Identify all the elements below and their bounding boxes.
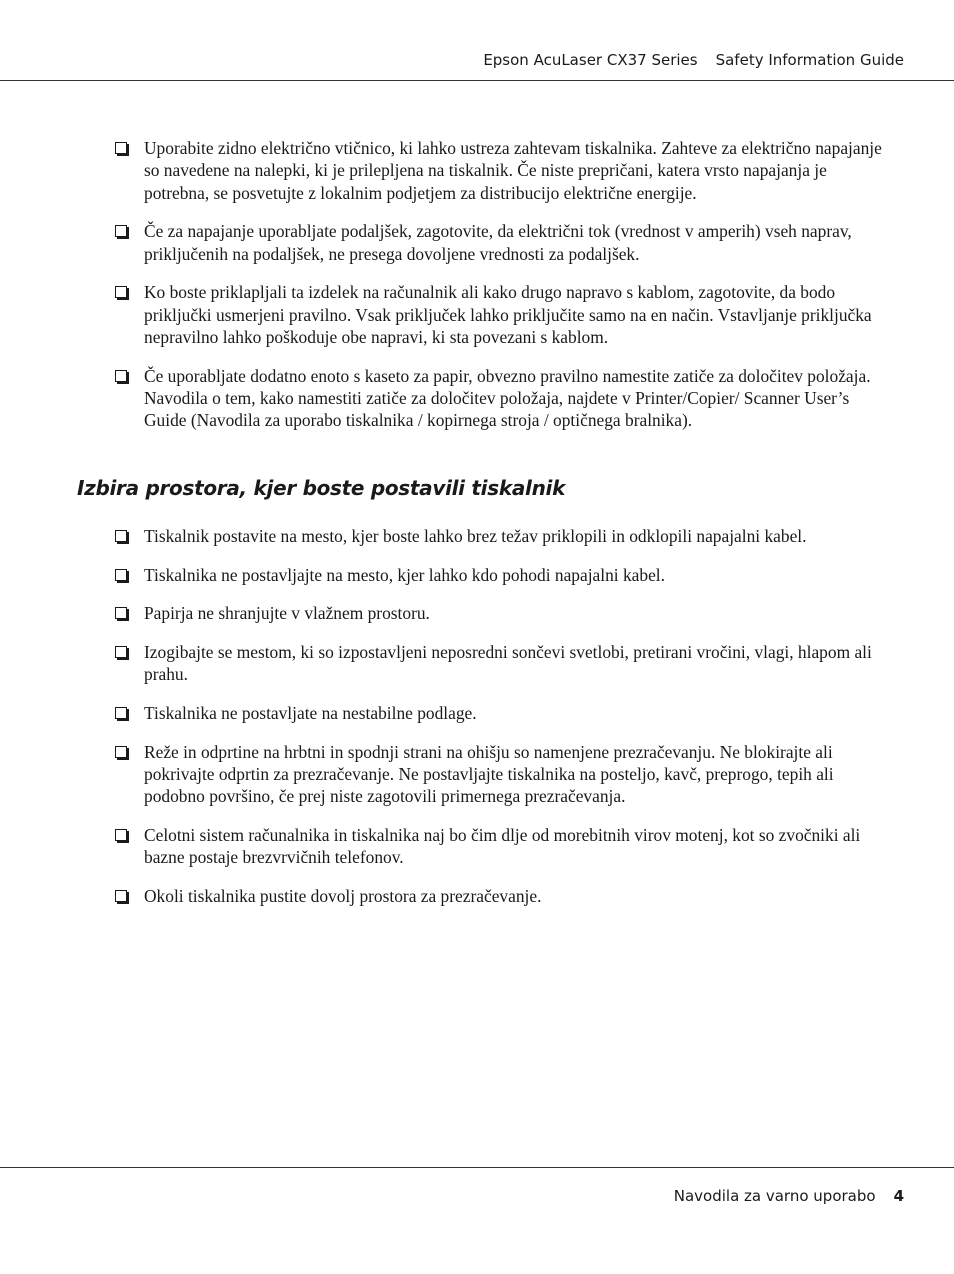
list-item (115, 702, 885, 724)
list-item-text: Papirja ne shranjujte v vlažnem prostoru. (144, 603, 430, 624)
header-guide-title: Safety Information Guide (715, 51, 904, 69)
list-item (115, 602, 885, 624)
page-number: 4 (893, 1187, 904, 1205)
footer-section-title: Navodila za varno uporabo (673, 1187, 876, 1205)
checkbox-bullet-icon (115, 646, 127, 658)
list-item-text: Ko boste priklapljali ta izdelek na računalnik ali kako drugo napravo s kablom, zagotovite, da bodo priključki usmerjeni pravilno. Vsak priključek lahko priključite samo na en način. Vstavljanje priključka nepravilno lahko poškoduje obe napravi, ki sta povezani s kablom. (144, 282, 872, 347)
checkbox-bullet-icon (115, 286, 127, 298)
checkbox-bullet-icon (115, 569, 127, 581)
list-item-text: Uporabite zidno električno vtičnico, ki lahko ustreza zahtevam tiskalnika. Zahteve za električno napajanje so navedene na nalepki, ki je prilepljena na tiskalnik. Če niste prepričani, katera vrsto napajanja je potrebna, se posvetujte z lokalnim podjetjem za distribucijo električne energije. (144, 138, 882, 203)
checkbox-bullet-icon (115, 829, 127, 841)
list-item (115, 525, 885, 547)
list-item-text: Če za napajanje uporabljate podaljšek, zagotovite, da električni tok (vrednost v amperih) vseh naprav, priključenih na podaljšek, ne presega dovoljene vrednosti za podaljšek. (144, 221, 852, 264)
list-item-text: Tiskalnika ne postavljajte na mesto, kjer lahko kdo pohodi napajalni kabel. (144, 564, 665, 585)
list-item (115, 137, 885, 204)
list-item-text: Tiskalnik postavite na mesto, kjer boste lahko brez težav priklopili in odklopili napajalni kabel. (144, 526, 807, 546)
list-item (115, 885, 885, 907)
list-item-text: Izogibajte se mestom, ki so izpostavljeni neposredni sončevi svetlobi, pretirani vročini, vlagi, hlapom ali prahu. (144, 642, 872, 685)
header-divider (0, 80, 954, 81)
list-item-text: Okoli tiskalnika pustite dovolj prostora za prezračevanje. (144, 886, 542, 906)
section-heading: Izbira prostora, kjer boste postavili tiskalnik (77, 476, 566, 500)
list-item (115, 220, 885, 265)
list-item (115, 564, 885, 586)
list-item-text: Celotni sistem računalnika in tiskalnika naj bo čim dlje od morebitnih virov motenj, kot so zvočniki ali bazne postaje brezvrvičnih telefonov. (144, 825, 861, 868)
page-footer (674, 1187, 904, 1205)
checkbox-bullet-icon (115, 707, 127, 719)
list-item-text: Reže in odprtine na hrbtni in spodnji strani na ohišju so namenjene prezračevanju. Ne blokirajte ali pokrivajte odprtin za prezračevanje. Ne postavljajte tiskalnika na posteljo, kavč, preprogo, tepih ali podobno površino, če prej niste zagotovili primernega prezračevanja. (144, 741, 834, 807)
list-item (115, 281, 885, 348)
list-item (115, 824, 885, 869)
safety-list-power (115, 137, 885, 448)
list-item (115, 365, 885, 432)
checkbox-bullet-icon (115, 142, 127, 154)
checkbox-bullet-icon (115, 890, 127, 902)
checkbox-bullet-icon (115, 607, 127, 619)
footer-divider (0, 1167, 954, 1168)
page-header (483, 51, 904, 69)
list-item (115, 741, 885, 808)
checkbox-bullet-icon (115, 530, 127, 542)
checkbox-bullet-icon (115, 225, 127, 237)
checkbox-bullet-icon (115, 370, 127, 382)
list-item (115, 641, 885, 686)
list-item-text: Če uporabljate dodatno enoto s kaseto za papir, obvezno pravilno namestite zatiče za določitev položaja. Navodila o tem, kako namestiti zatiče za določitev položaja, najdete v Printer/Copier/ Scanner User’s Guide (Navodila za uporabo tiskalnika / kopirnega stroja / optičnega bralnika). (144, 365, 871, 431)
safety-list-placement (115, 525, 885, 924)
header-product: Epson AcuLaser CX37 Series (483, 51, 698, 69)
checkbox-bullet-icon (115, 746, 127, 758)
list-item-text: Tiskalnika ne postavljate na nestabilne podlage. (144, 703, 477, 724)
